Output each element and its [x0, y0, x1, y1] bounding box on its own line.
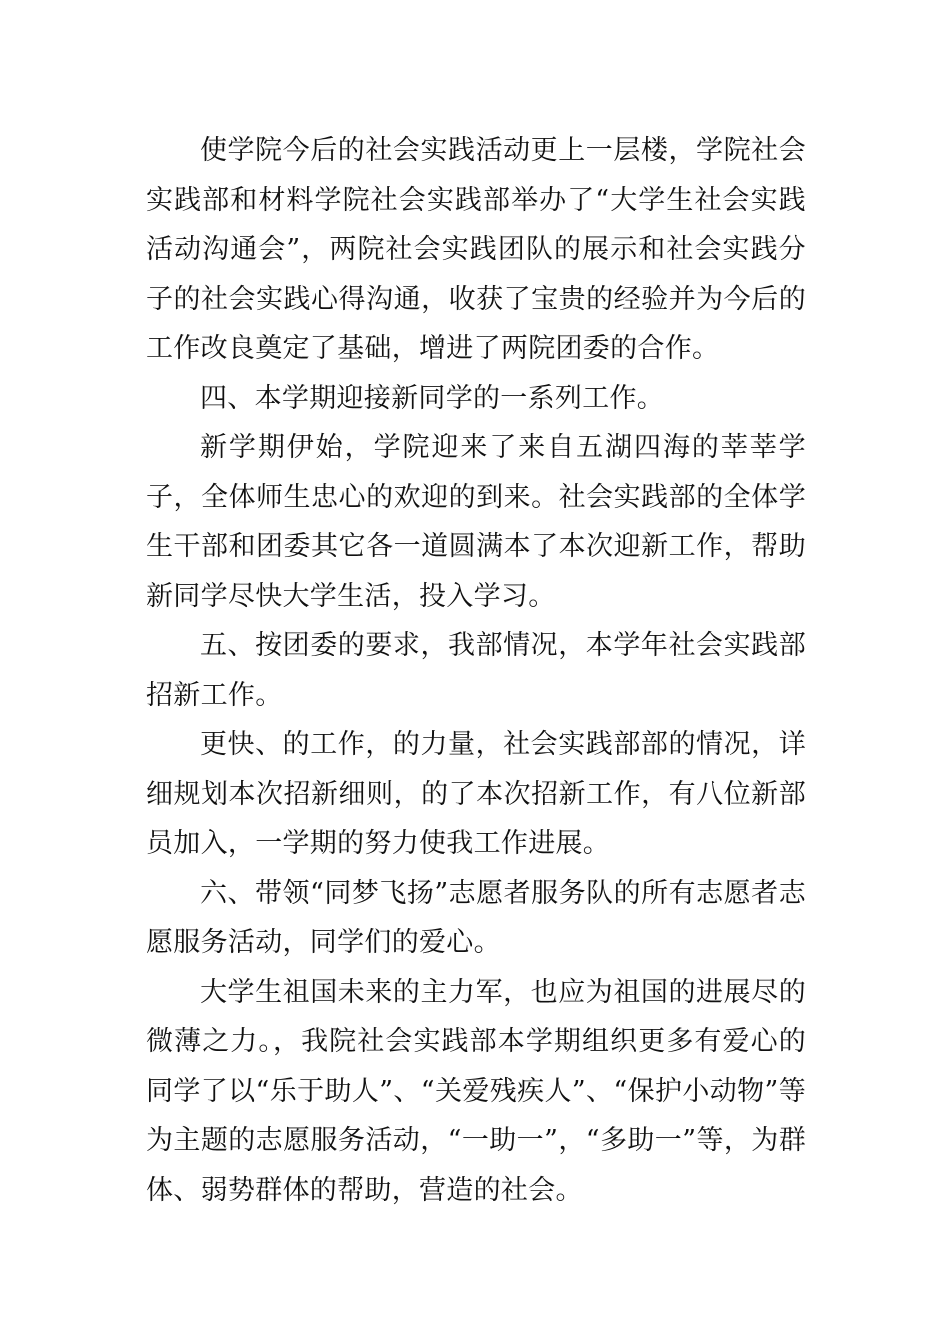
document-body	[146, 126, 806, 1215]
paragraph-2: 四、本学期迎接新同学的一系列工作。	[200, 382, 665, 414]
paragraph-1: 使学院今后的社会实践活动更上一层楼，学院社会实践部和材料学院社会实践部举办了“大学生社会实践活动沟通会”，两院社会实践团队的展示和社会实践分子的社会实践心得沟通，收获了宝贵的经验并为今后的工作改良奠定了基础，增进了两院团委的合作。	[146, 135, 806, 364]
paragraph-4: 五、按团委的要求，我部情况，本学年社会实践部招新工作。	[146, 630, 806, 711]
paragraph-6: 六、带领“同梦飞扬”志愿者服务队的所有志愿者志愿服务活动，同学们的爱心。	[146, 877, 806, 958]
paragraph-5: 更快、的工作，的力量，社会实践部部的情况，详细规划本次招新细则，的了本次招新工作，有八位新部员加入，一学期的努力使我工作进展。	[146, 729, 806, 859]
paragraph-7: 大学生祖国未来的主力军，也应为祖国的进展尽的微薄之力。，我院社会实践部本学期组织更多有爱心的同学了以“乐于助人”、“关爱残疾人”、“保护小动物”等为主题的志愿服务活动，“一助一”，“多助一”等，为群体、弱势群体的帮助，营造的社会。	[146, 976, 806, 1206]
paragraph-3: 新学期伊始，学院迎来了来自五湖四海的莘莘学子，全体师生忠心的欢迎的到来。社会实践部的全体学生干部和团委其它各一道圆满本了本次迎新工作，帮助新同学尽快大学生活，投入学习。	[146, 432, 806, 612]
